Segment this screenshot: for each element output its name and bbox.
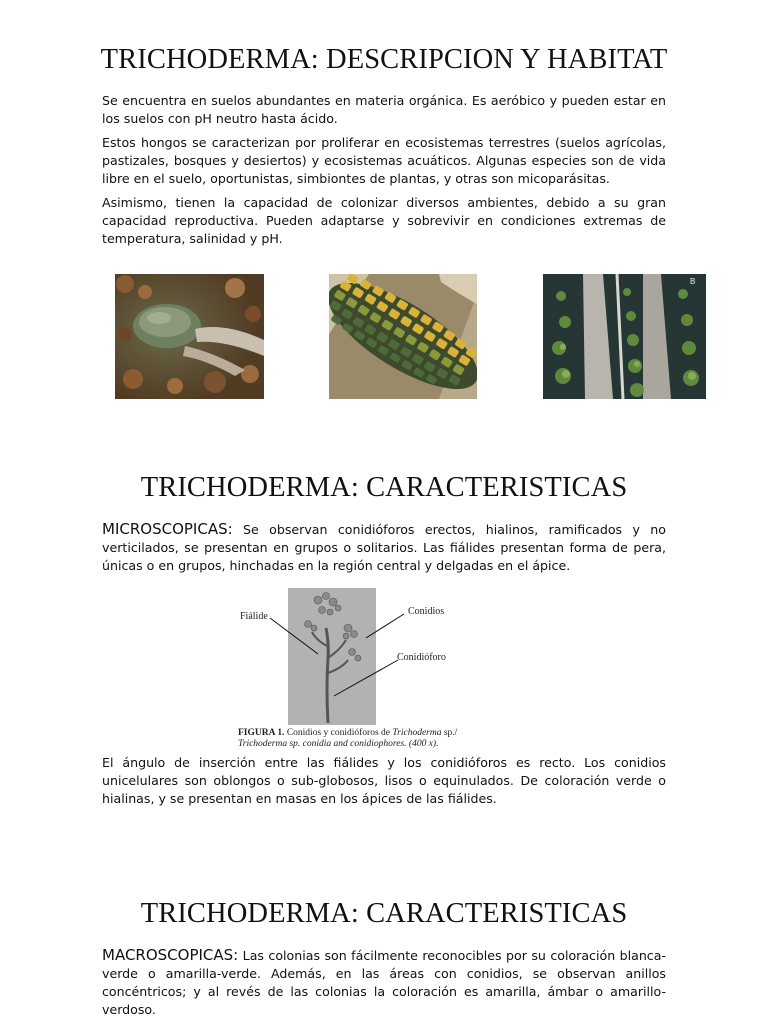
lead-macroscopicas: MACROSCOPICAS: xyxy=(102,946,239,964)
caption-figure-number: FIGURA 1. xyxy=(238,728,285,738)
lead-microscopicas: MICROSCOPICAS: xyxy=(102,520,233,538)
macroscopic-text: Las colonias son fácilmente reconocibles por su coloración blanca-verde o amarilla-verde. Además, en las áreas con conidios, se observan anillos concéntricos; y al revés de las colonias la coloración es amarilla, ámbar o amarillo-verdoso. xyxy=(102,948,666,1017)
caption-genus: Trichoderma xyxy=(392,728,442,738)
section-title-characteristics-micro: TRICHODERMA: CARACTERISTICAS xyxy=(140,472,628,503)
paragraph-habitat-1: Se encuentra en suelos abundantes en materia orgánica. Es aeróbico y pueden estar en los suelos con pH neutro hasta ácido. xyxy=(102,93,666,126)
paragraph-microscopic xyxy=(102,520,666,575)
photo-soil-fungus xyxy=(115,274,264,399)
label-fialide: Fiálide xyxy=(240,611,268,622)
paragraph-insertion-angle: El ángulo de inserción entre las fiálides y los conidióforos es recto. Los conidios unicelulares son oblongos o sub-globosos, lisos o equinulados. De coloración verde o hialinas, y se presentan en masas en los ápices de las fiálides. xyxy=(102,755,666,806)
photo-crop-field xyxy=(543,274,706,399)
caption-english: Trichoderma sp. conidia and conidiophores. (400 x). xyxy=(238,739,439,749)
photo-letter-b: B xyxy=(690,277,696,286)
section-title-characteristics-macro: TRICHODERMA: CARACTERISTICAS xyxy=(140,898,628,929)
label-conidioforo: Conidióforo xyxy=(397,652,446,663)
paragraph-macroscopic xyxy=(102,946,666,1019)
caption-sp: sp./ xyxy=(441,728,458,738)
photo-corn-cob xyxy=(329,274,477,399)
paragraph-habitat-3: Asimismo, tienen la capacidad de colonizar diversos ambientes, debido a su gran capacidad reproductiva. Pueden adaptarse y sobrevivir en condiciones extremas de temperatura, salinidad y pH. xyxy=(102,195,666,246)
caption-spanish: Conidios y conidióforos de xyxy=(284,728,393,738)
figure-caption xyxy=(238,728,538,750)
section-title-habitat: TRICHODERMA: DESCRIPCION Y HABITAT xyxy=(100,44,668,75)
label-conidios: Conidios xyxy=(408,606,445,617)
microscopic-text: Se observan conidióforos erectos, hialinos, ramificados y no verticilados, se presentan en grupos o solitarios. Las fiálides presentan forma de pera, únicas o en grupos, hinchadas en la región central y delgadas en el ápice. xyxy=(102,522,666,573)
paragraph-habitat-2: Estos hongos se caracterizan por proliferar en ecosistemas terrestres (suelos agrícolas, pastizales, bosques y desiertos) y ecosistemas acuáticos. Algunas especies son de vida libre en el suelo, oportunistas, simbiontes de plantas, y otras son micoparásitas. xyxy=(102,135,666,186)
